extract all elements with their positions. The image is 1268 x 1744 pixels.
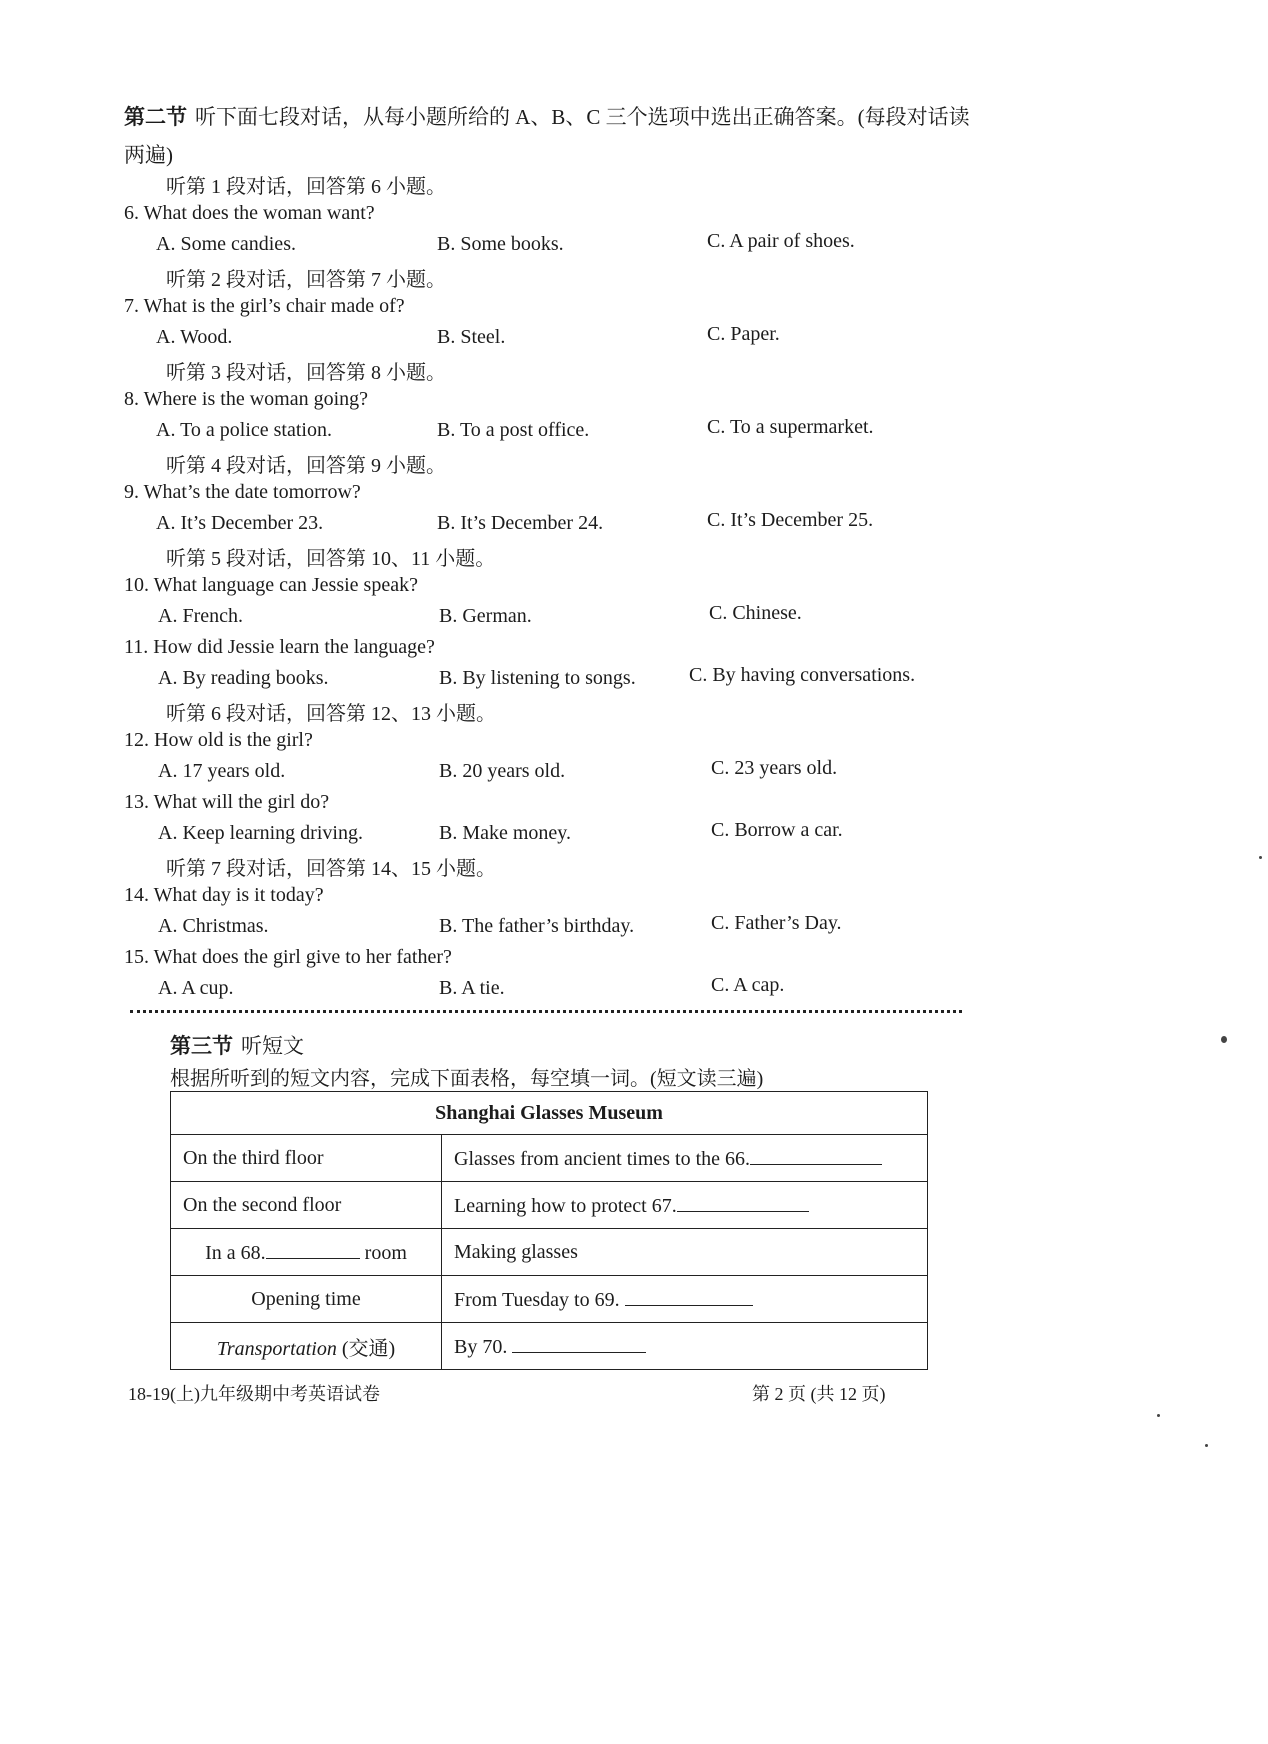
option-a: A. 17 years old. [158, 760, 286, 782]
cell-text: (交通) [341, 1337, 396, 1360]
option-b: B. Some books. [437, 233, 564, 255]
option-b: B. Make money. [439, 822, 572, 844]
table-cell-right [442, 1276, 928, 1323]
option-c: C. It’s December 25. [707, 509, 874, 531]
table-cell-left [171, 1229, 442, 1276]
question-stem: 8. Where is the woman going? [124, 388, 369, 410]
dotted-separator [130, 1010, 962, 1013]
scan-speck [1205, 1444, 1208, 1447]
cell-text: In a 68. [205, 1241, 266, 1264]
section3-title: 第三节 [170, 1034, 233, 1058]
question-stem: 9. What’s the date tomorrow? [124, 481, 361, 503]
section3-subtitle: 听短文 [241, 1034, 304, 1058]
table-cell-left [171, 1323, 442, 1370]
option-a: A. Wood. [156, 326, 233, 348]
question-stem: 13. What will the girl do? [124, 791, 330, 813]
question-stem: 6. What does the woman want? [124, 202, 375, 224]
option-b: B. To a post office. [437, 419, 590, 441]
cell-text: Learning how to protect 67. [454, 1194, 677, 1217]
group-instruction: 听第 4 段对话，回答第 9 小题。 [166, 455, 446, 477]
question-stem: 11. How did Jessie learn the language? [124, 636, 435, 658]
footer-exam-title: 18-19(上)九年级期中考英语试卷 [128, 1384, 380, 1404]
cell-text: room [364, 1241, 407, 1264]
option-a: A. Christmas. [158, 915, 269, 937]
section2-header [124, 98, 984, 174]
option-c: C. A pair of shoes. [707, 230, 855, 252]
option-a: A. To a police station. [156, 419, 332, 441]
cell-text: Glasses from ancient times to the 66. [454, 1147, 751, 1170]
table-cell-left: On the second floor [171, 1182, 442, 1229]
section3-instruction: 根据所听到的短文内容，完成下面表格，每空填一词。(短文读三遍) [170, 1068, 764, 1090]
option-b: B. A tie. [439, 977, 505, 999]
answer-blank-68[interactable] [266, 1240, 360, 1259]
option-b: B. 20 years old. [439, 760, 566, 782]
cell-text-italic: Transportation [216, 1337, 337, 1360]
option-c: C. A cap. [711, 974, 785, 996]
cell-text: By 70. [454, 1335, 508, 1358]
section2-instruction: 听下面七段对话，从每小题所给的 A、B、C 三个选项中选出正确答案。(每段对话读两遍) [124, 105, 970, 167]
answer-blank-66[interactable] [750, 1146, 882, 1165]
group-instruction: 听第 2 段对话，回答第 7 小题。 [166, 269, 446, 291]
option-a: A. Some candies. [156, 233, 296, 255]
footer-page-number: 第 2 页 (共 12 页) [752, 1384, 886, 1404]
answer-blank-69[interactable] [625, 1287, 753, 1306]
table-row [171, 1229, 928, 1276]
option-b: B. German. [439, 605, 532, 627]
table-row [171, 1276, 928, 1323]
group-instruction: 听第 3 段对话，回答第 8 小题。 [166, 362, 446, 384]
museum-table [170, 1091, 928, 1370]
answer-blank-70[interactable] [512, 1334, 646, 1353]
group-instruction: 听第 1 段对话，回答第 6 小题。 [166, 176, 446, 198]
option-b: B. It’s December 24. [437, 512, 604, 534]
section2-title: 第二节 [124, 105, 187, 129]
option-a: A. Keep learning driving. [158, 822, 363, 844]
question-stem: 12. How old is the girl? [124, 729, 313, 751]
option-a: A. By reading books. [158, 667, 329, 689]
option-c: C. Chinese. [709, 602, 802, 624]
table-cell-right [442, 1135, 928, 1182]
option-c: C. 23 years old. [711, 757, 838, 779]
option-a: A. French. [158, 605, 243, 627]
question-stem: 15. What does the girl give to her father? [124, 946, 452, 968]
question-stem: 10. What language can Jessie speak? [124, 574, 418, 596]
group-instruction: 听第 5 段对话，回答第 10、11 小题。 [166, 548, 496, 570]
scan-speck [1221, 1036, 1227, 1043]
table-cell-right [442, 1182, 928, 1229]
table-cell-right: Making glasses [442, 1229, 928, 1276]
option-a: A. It’s December 23. [156, 512, 324, 534]
answer-blank-67[interactable] [677, 1193, 809, 1212]
group-instruction: 听第 7 段对话，回答第 14、15 小题。 [166, 858, 496, 880]
table-row [171, 1323, 928, 1370]
table-title: Shanghai Glasses Museum [171, 1092, 928, 1135]
scan-speck [1157, 1414, 1160, 1417]
option-c: C. Father’s Day. [711, 912, 842, 934]
option-a: A. A cup. [158, 977, 234, 999]
table-row [171, 1182, 928, 1229]
question-stem: 7. What is the girl’s chair made of? [124, 295, 405, 317]
table-cell-right [442, 1323, 928, 1370]
option-b: B. By listening to songs. [439, 667, 636, 689]
table-row [171, 1092, 928, 1135]
option-c: C. Paper. [707, 323, 780, 345]
group-instruction: 听第 6 段对话，回答第 12、13 小题。 [166, 703, 496, 725]
question-stem: 14. What day is it today? [124, 884, 324, 906]
table-cell-left: On the third floor [171, 1135, 442, 1182]
table-row [171, 1135, 928, 1182]
option-b: B. Steel. [437, 326, 506, 348]
table-cell-left: Opening time [171, 1276, 442, 1323]
scan-speck [1259, 856, 1262, 859]
option-c: C. Borrow a car. [711, 819, 843, 841]
cell-text: From Tuesday to 69. [454, 1288, 620, 1311]
section3-header [170, 1030, 304, 1060]
option-c: C. By having conversations. [689, 664, 916, 686]
option-b: B. The father’s birthday. [439, 915, 635, 937]
option-c: C. To a supermarket. [707, 416, 874, 438]
